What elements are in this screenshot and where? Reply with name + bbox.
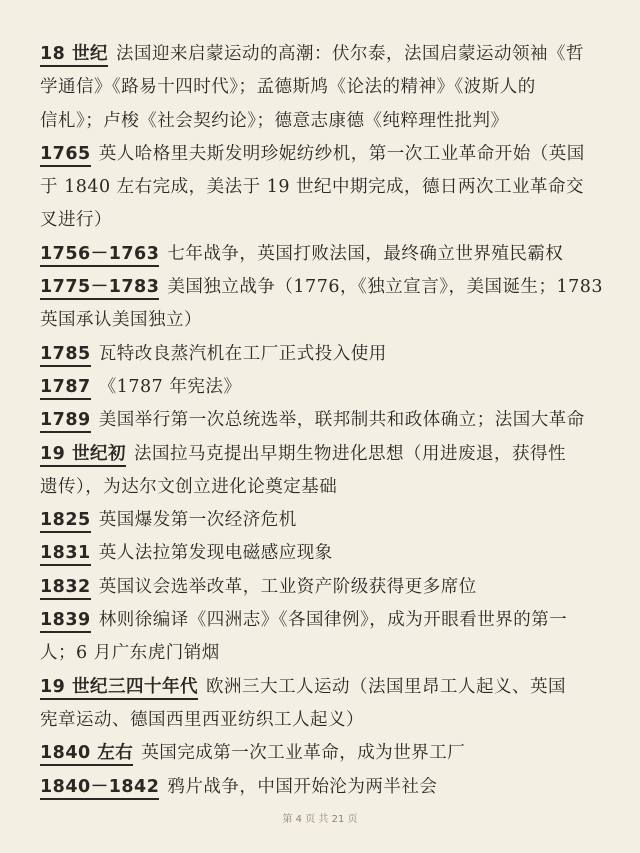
line-text: 英国议会选举改革，工业资产阶级获得更多席位 xyxy=(98,576,477,597)
text-line xyxy=(40,105,618,138)
date-key: 1785 xyxy=(40,344,91,367)
text-line xyxy=(40,737,618,770)
line-text: 法国迎来启蒙运动的高潮：伏尔泰，法国启蒙运动领袖《哲 xyxy=(115,44,584,64)
line-text: 美国举行第一次总统选举，联邦制共和政体确立；法国大革命 xyxy=(98,410,585,431)
line-text: 英国承认美国独立） xyxy=(40,310,202,331)
line-text: 美国独立战争（1776，《独立宣言》，美国诞生；1783 xyxy=(167,277,603,298)
date-key: 19 世纪三四十年代 xyxy=(40,677,198,700)
text-line xyxy=(40,704,618,737)
date-key: 19 世纪初 xyxy=(40,444,126,467)
line-text: 林则徐编译《四洲志》《各国律例》，成为开眼看世界的第一 xyxy=(98,610,568,631)
text-line xyxy=(40,38,618,71)
date-key: 1775－1783 xyxy=(40,277,159,300)
text-line xyxy=(40,604,618,637)
line-text: 学通信》《路易十四时代》；孟德斯鸠《论法的精神》《波斯人的 xyxy=(40,77,536,98)
date-key: 18 世纪 xyxy=(40,44,108,67)
date-key: 1787 xyxy=(40,377,91,400)
date-key: 1840－1842 xyxy=(40,777,159,800)
line-text: 《1787 年宪法》 xyxy=(98,376,242,397)
text-line xyxy=(40,571,618,604)
date-key: 1832 xyxy=(40,577,91,600)
text-line xyxy=(40,471,618,504)
line-text: 叉进行） xyxy=(40,210,112,231)
line-text: 七年战争，英国打败法国，最终确立世界殖民霸权 xyxy=(167,243,564,264)
text-line xyxy=(40,271,618,304)
text-line xyxy=(40,371,618,404)
text-line xyxy=(40,438,618,471)
date-key: 1756－1763 xyxy=(40,244,159,267)
date-key: 1840 左右 xyxy=(40,743,133,766)
text-line xyxy=(40,504,618,537)
text-line xyxy=(40,338,618,371)
line-text: 宪章运动、德国西里西亚纺织工人起义） xyxy=(40,709,364,730)
text-line xyxy=(40,404,618,437)
line-text: 遗传），为达尔文创立进化论奠定基础 xyxy=(40,476,338,497)
text-line xyxy=(40,71,618,104)
date-key: 1765 xyxy=(40,144,91,167)
line-text: 英人哈格里夫斯发明珍妮纺纱机，第一次工业革命开始（英国 xyxy=(98,143,585,164)
text-line xyxy=(40,771,618,804)
line-text: 鸦片战争，中国开始沦为两半社会 xyxy=(167,776,438,797)
line-text: 于 1840 左右完成，美法于 19 世纪中期完成，德日两次工业革命交 xyxy=(40,177,585,198)
line-text: 信札》；卢梭《社会契约论》；德意志康德《纯粹理性批判》 xyxy=(40,110,509,131)
line-text: 瓦特改良蒸汽机在工厂正式投入使用 xyxy=(98,343,387,364)
date-key: 1839 xyxy=(40,610,91,633)
text-line xyxy=(40,537,618,570)
line-text: 欧洲三大工人运动（法国里昂工人起义、英国 xyxy=(205,676,566,697)
line-text: 英人法拉第发现电磁感应现象 xyxy=(98,543,333,564)
text-line xyxy=(40,238,618,271)
line-text: 英国完成第一次工业革命，成为世界工厂 xyxy=(141,743,466,764)
timeline-text xyxy=(40,38,618,804)
text-line xyxy=(40,204,618,237)
text-line xyxy=(40,138,618,171)
date-key: 1789 xyxy=(40,410,91,433)
page-footer: 第 4 页 共 21 页 xyxy=(282,814,358,825)
date-key: 1831 xyxy=(40,543,91,566)
text-line xyxy=(40,304,618,337)
line-text: 英国爆发第一次经济危机 xyxy=(98,510,297,531)
line-text: 人；6 月广东虎门销烟 xyxy=(40,643,220,664)
text-line xyxy=(40,171,618,204)
text-line xyxy=(40,637,618,670)
line-text: 法国拉马克提出早期生物进化思想（用进废退，获得性 xyxy=(133,443,566,464)
date-key: 1825 xyxy=(40,510,91,533)
text-line xyxy=(40,671,618,704)
